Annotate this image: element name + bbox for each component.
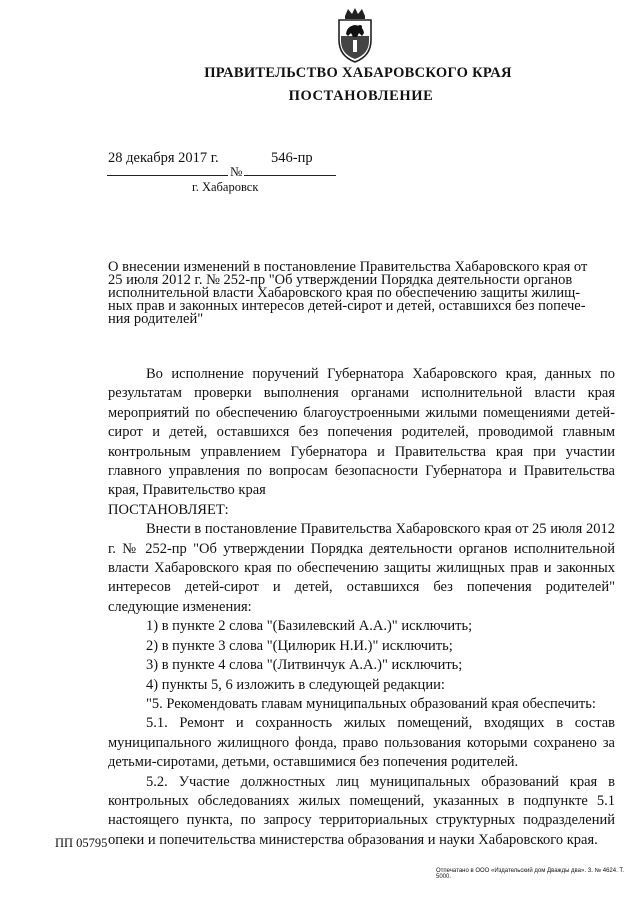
number-underline bbox=[244, 175, 336, 176]
government-title: ПРАВИТЕЛЬСТВО ХАБАРОВСКОГО КРАЯ bbox=[204, 65, 512, 81]
number-sign: № bbox=[230, 164, 243, 179]
footer-code: ПП 05795 bbox=[55, 836, 108, 850]
document-subject bbox=[108, 261, 620, 326]
list-item: 2) в пункте 3 слова "(Цилюрик Н.И.)" исключить; bbox=[146, 637, 453, 654]
clause-5-2: 5.2. Участие должностных лиц муниципальных образований края в контрольных обследованиях жилых помещений, указанных в подпункте 5.1 настоящего пункта, по запросу территориальных структурных подразделений опеки и попечительства министерства образования и науки Хабаровского края. bbox=[108, 773, 615, 848]
list-item: 1) в пункте 2 слова "(Базилевский А.А.)" исключить; bbox=[146, 618, 473, 635]
resolves-heading: ПОСТАНОВЛЯЕТ: bbox=[108, 501, 229, 518]
document-date: 28 декабря 2017 г. bbox=[108, 150, 219, 166]
clause-5: "5. Рекомендовать главам муниципальных образований края обеспечить: bbox=[146, 695, 596, 712]
subject-line: ных прав и законных интересов детей-сирот и детей, оставшихся без попече- bbox=[108, 298, 586, 314]
print-note: Отпечатано в ООО «Издательский дом Дважды два». З. № 4624. Т. 5000. bbox=[436, 868, 625, 880]
document-type: ПОСТАНОВЛЕНИЕ bbox=[288, 88, 434, 104]
clause-5-1: 5.1. Ремонт и сохранность жилых помещений, входящих в состав муниципального жилищного фонда, право пользования которыми сохранено за детьми-сиротами, детьми, оставшимися без попечения родителей. bbox=[108, 715, 615, 771]
document-body bbox=[108, 365, 615, 850]
list-item: 3) в пункте 4 слова "(Литвинчук А.А.)" исключить; bbox=[146, 657, 463, 674]
subject-line: О внесении изменений в постановление Правительства Хабаровского края от bbox=[108, 259, 588, 275]
subject-line: ния родителей" bbox=[108, 311, 204, 327]
subject-line: исполнительной власти Хабаровского края по обеспечению защиты жилищ- bbox=[108, 285, 581, 301]
city: г. Хабаровск bbox=[192, 180, 259, 194]
coat-of-arms-icon bbox=[333, 6, 377, 64]
date-underline bbox=[107, 175, 228, 176]
preamble-paragraph: Во исполнение поручений Губернатора Хабаровского края, данных по результатам проверки выполнения органами исполнительной власти края мероприятий по обеспечению благоустроенными жилыми помещениями детей-сирот и детей, оставшихся без попечения родителей, проводимой главным контрольным управлением Губернатора и Правительства края при участии главного управления по вопросам безопасности Губернатора и Правительства края, Правительство края bbox=[108, 366, 615, 499]
subject-line: 25 июля 2012 г. № 252-пр "Об утверждении Порядка деятельности органов bbox=[108, 272, 573, 288]
list-item: 4) пункты 5, 6 изложить в следующей редакции: bbox=[146, 676, 445, 693]
intro-paragraph: Внести в постановление Правительства Хабаровского края от 25 июля 2012 г. № 252-пр "Об утверждении Порядка деятельности органов исполнительной власти Хабаровского края по обеспечению защиты жилищных прав и законных интересов детей-сирот и детей, оставшихся без попечения родителей" следующие изменения: bbox=[108, 521, 615, 615]
document-number: 546-пр bbox=[271, 150, 313, 166]
